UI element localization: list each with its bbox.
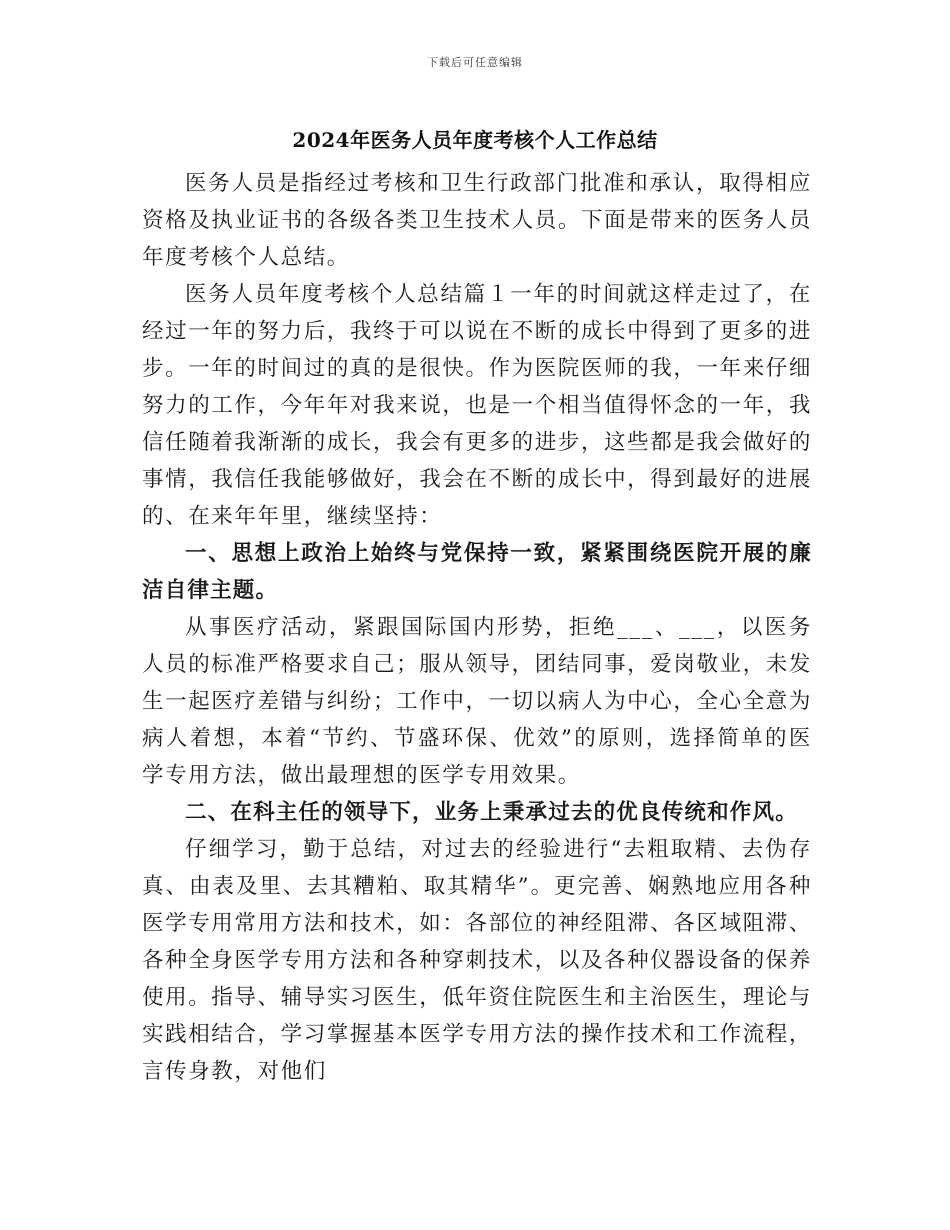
section-heading-2: 二、在科主任的领导下，业务上秉承过去的优良传统和作风。 <box>185 800 798 825</box>
document-body <box>142 165 812 1090</box>
summary-paragraph-1: 医务人员年度考核个人总结篇１一年的时间就这样走过了，在经过一年的努力后，我终于可以说在不断的成长中得到了更多的进步。一年的时间过的真的是很快。作为医院医师的我，一年来仔细努力的工作，今年年对我来说，也是一个相当值得怀念的一年，我信任随着我渐渐的成长，我会有更多的进步，这些都是我会做好的事情，我信任我能够做好，我会在不断的成长中，得到最好的进展的、在来年年里，继续坚持： <box>142 282 812 529</box>
section-2-paragraph: 仔细学习，勤于总结，对过去的经验进行“去粗取精、去伪存真、由表及里、去其糟粕、取其精华”。更完善、娴熟地应用各种医学专用常用方法和技术，如：各部位的神经阻滞、各区域阻滞、各种全身医学专用方法和各种穿刺技术，以及各种仪器设备的保养使用。指导、辅导实习医生，低年资住院医生和主治医生，理论与实践相结合，学习掌握基本医学专用方法的操作技术和工作流程，言传身教，对他们 <box>142 837 812 1084</box>
section-1-paragraph: 从事医疗活动，紧跟国际国内形势，拒绝___、___，以医务人员的标准严格要求自己；服从领导，团结同事，爱岗敬业，未发生一起医疗差错与纠纷；工作中，一切以病人为中心，全心全意为病人着想，本着“节约、节盛环保、优效”的原则，选择简单的医学专用方法，做出最理想的医学专用效果。 <box>142 615 812 788</box>
intro-paragraph: 医务人员是指经过考核和卫生行政部门批准和承认，取得相应资格及执业证书的各级各类卫生技术人员。下面是带来的医务人员年度考核个人总结。 <box>142 171 812 270</box>
document-title: 2024年医务人员年度考核个人工作总结 <box>292 128 658 152</box>
page-header-note: 下载后可任意编辑 <box>427 56 523 69</box>
section-heading-1: 一、思想上政治上始终与党保持一致，紧紧围绕医院开展的廉洁自律主题。 <box>142 541 812 603</box>
